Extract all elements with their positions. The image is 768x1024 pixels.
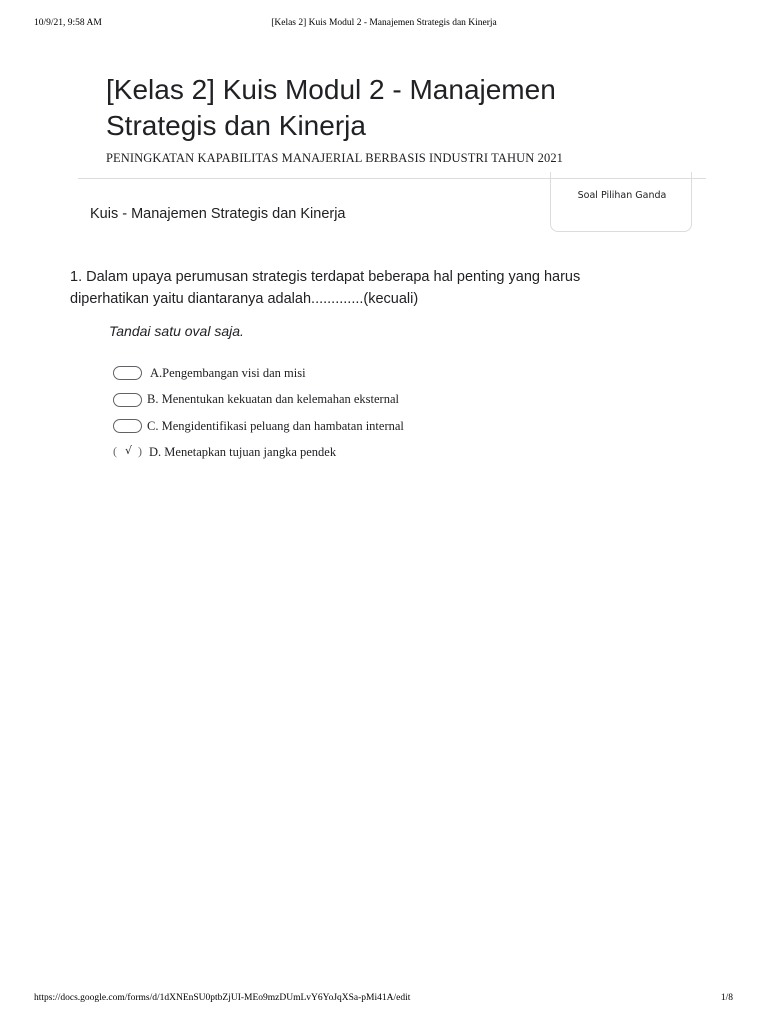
option-b[interactable] <box>113 387 404 414</box>
question-text: 1. Dalam upaya perumusan strategis terdapat beberapa hal penting yang harus diperhatikan yaitu diantaranya adalah.............(kecuali) <box>70 269 581 307</box>
form-title: [Kelas 2] Kuis Modul 2 - Manajemen Strategis dan Kinerja <box>106 74 556 141</box>
option-label: B. Menentukan kekuatan dan kelemahan eksternal <box>147 392 399 407</box>
radio-oval[interactable] <box>113 419 142 433</box>
print-datetime: 10/9/21, 9:58 AM <box>34 18 102 28</box>
section-badge <box>550 172 692 232</box>
section-badge-label: Soal Pilihan Ganda <box>577 190 667 201</box>
option-d[interactable] <box>113 440 404 467</box>
print-page-title: [Kelas 2] Kuis Modul 2 - Manajemen Strategis dan Kinerja <box>271 18 497 28</box>
question-instruction: Tandai satu oval saja. <box>109 323 244 339</box>
print-url: https://docs.google.com/forms/d/1dXNEnSU0ptbZjUI-MEo9mzDUmLvY6YoJqXSa-pMi41A/edit <box>34 993 411 1003</box>
form-subtitle: PENINGKATAN KAPABILITAS MANAJERIAL BERBASIS INDUSTRI TAHUN 2021 <box>106 151 564 165</box>
option-c[interactable] <box>113 413 404 440</box>
option-label: A.Pengembangan visi dan misi <box>150 365 306 380</box>
option-label: D. Menetapkan tujuan jangka pendek <box>149 445 337 460</box>
option-list <box>113 360 404 466</box>
paren-left-glyph: ( <box>113 443 117 458</box>
radio-oval[interactable] <box>113 393 142 407</box>
option-label: C. Mengidentifikasi peluang dan hambatan internal <box>147 418 404 433</box>
radio-oval-checked[interactable] <box>113 445 144 461</box>
section-title: Kuis - Manajemen Strategis dan Kinerja <box>90 206 346 222</box>
print-page-number: 1/8 <box>720 993 733 1003</box>
option-a[interactable] <box>113 360 404 387</box>
paren-right-glyph: ) <box>138 443 142 458</box>
radio-oval[interactable] <box>113 366 142 380</box>
checkmark-icon: √ <box>125 443 133 457</box>
